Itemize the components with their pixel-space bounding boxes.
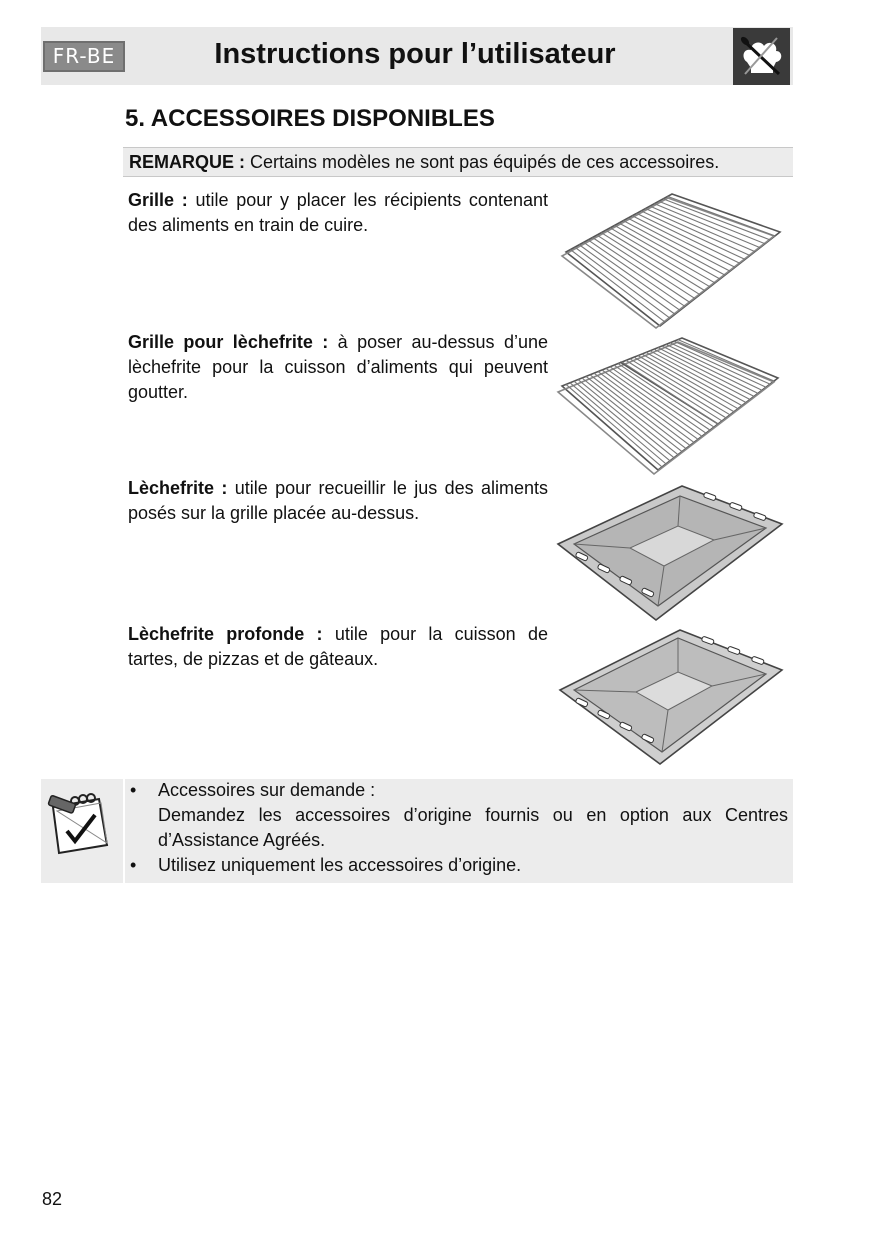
accessory-grille [128, 188, 548, 238]
rack-bar [593, 238, 691, 303]
accessory-grille-lechefrite [128, 330, 548, 405]
rack-bar [623, 221, 725, 276]
accessory-desc-line: lèchefrite pour la cuisson d’aliments qui peuvent [128, 357, 548, 377]
notepad-pencil-icon [45, 785, 117, 857]
rack-bar [566, 384, 662, 467]
bullet-symbol: • [130, 855, 137, 875]
note-bullet-text: d’Assistance Agréés. [158, 830, 326, 850]
chef-hat-utensils-icon [733, 28, 790, 85]
remark-box [123, 147, 793, 177]
note-icon-cell [41, 779, 123, 883]
section-title: 5. ACCESSOIRES DISPONIBLES [125, 105, 495, 132]
accessory-desc-line: utile pour la cuisson de [334, 624, 548, 644]
accessory-name: Lèchefrite : [128, 478, 228, 498]
accessory-name: Grille : [128, 190, 188, 210]
accessory-desc-line: utile pour y placer les récipients contenant [195, 190, 548, 210]
note-text-cell [125, 779, 793, 883]
remark-text: Certains modèles ne sont pas équipés de ces accessoires. [250, 152, 720, 172]
accessory-lechefrite-profonde [128, 622, 548, 672]
bullet-symbol: • [130, 780, 137, 800]
accessory-lechefrite [128, 476, 548, 526]
drip-tray-image [554, 482, 786, 622]
note-bullet-text: Demandez les accessoires d’origine fournis ou en option aux Centres [158, 805, 788, 825]
page-number: 82 [42, 1189, 63, 1209]
rack-bar [597, 235, 695, 299]
accessory-desc-line: goutter. [128, 382, 189, 402]
accessory-desc-line: des aliments en train de cuire. [128, 215, 369, 235]
accessory-desc-line: tartes, de pizzas et de gâteaux. [128, 649, 379, 669]
accessory-desc-line: à poser au-dessus d’une [337, 332, 548, 352]
note-bullet-text: Utilisez uniquement les accessoires d’origine. [158, 855, 522, 875]
rack-bar [678, 340, 774, 381]
note-box [41, 779, 793, 883]
accessory-desc-line: utile pour recueillir le jus des aliments [234, 478, 548, 498]
language-badge: FR-BE [43, 41, 125, 72]
accessory-name: Grille pour lèchefrite : [128, 332, 329, 352]
rack-bar [626, 360, 722, 421]
header-title: Instructions pour l’utilisateur [214, 38, 616, 70]
wire-rack-image [558, 190, 784, 332]
note-bullet-text: Accessoires sur demande : [158, 780, 376, 800]
rack-bar [588, 240, 685, 307]
drip-tray-rack-image [556, 334, 786, 476]
deep-drip-tray-image [556, 626, 786, 766]
remark-label: REMARQUE : [129, 152, 245, 172]
rack-bar [619, 223, 720, 279]
accessory-name: Lèchefrite profonde : [128, 624, 323, 644]
accessory-desc-line: posés sur la grille placée au-dessus. [128, 503, 420, 523]
